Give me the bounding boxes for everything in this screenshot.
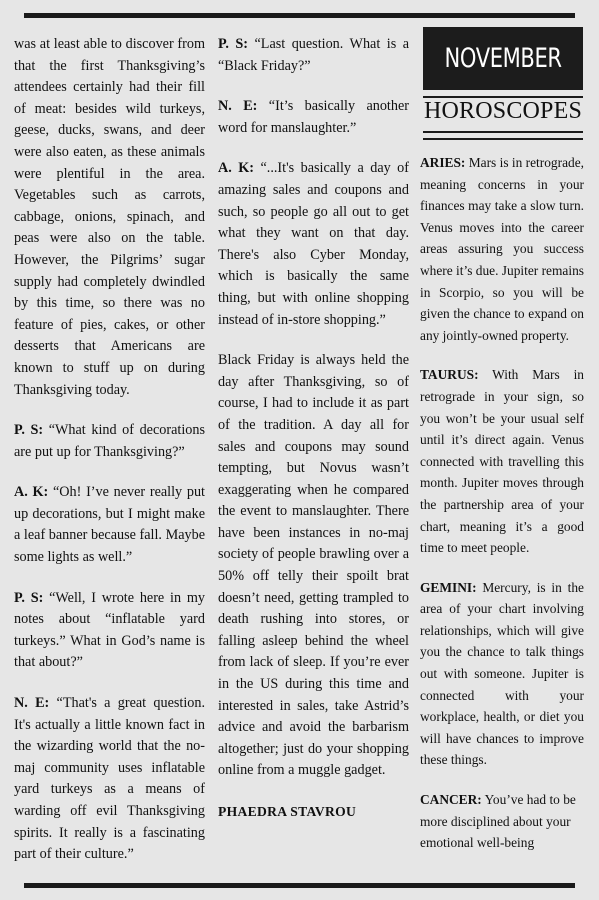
- sign-label: TAURUS:: [420, 367, 479, 383]
- speaker-label: A. K:: [14, 484, 49, 501]
- interview-line: A. K: “...It's basically a day of amazing sales and coupons and such, so people go all out to get what they want on that day. There's also Cyber Monday, which is basically the same thing, but with online shopping instead of in-store shopping.”: [218, 160, 409, 328]
- horoscope-entry: ARIES: Mars is in retrograde, meaning concerns in your finances may take a slow turn. Venus moves into the career areas assuring you success where it’s due. Jupiter remains in Scorpio, so you will be given the chance to expand on any jointly-owned property.: [420, 155, 585, 343]
- author-signature: PHAEDRA STAVROU: [218, 804, 357, 819]
- interview-line: P. S: “What kind of decorations are put up for Thanksgiving?”: [14, 422, 205, 460]
- section-title: HOROSCOPES: [423, 98, 583, 124]
- sign-label: ARIES:: [420, 155, 466, 170]
- bottom-rule: [24, 883, 575, 888]
- interview-line: N. E: “That's a great question. It's actually a little known fact in the wizarding world that the no-maj community uses inflatable yard turkeys as a means of warding off evil Thanksgiving spirits. It really is a fascinating part of their culture.”: [14, 695, 206, 863]
- horoscope-entry: CANCER: You’ve had to be more disciplined about your emotional well-being: [420, 792, 576, 851]
- speaker-label: N. E:: [218, 98, 258, 115]
- interview-line: P. S: “Well, I wrote here in my notes about “inflatable yard turkeys.” What in God’s name is that about?”: [14, 589, 205, 671]
- speaker-label: P. S:: [218, 36, 249, 52]
- interview-line: N. E: “It’s basically another word for manslaughter.”: [218, 98, 409, 136]
- horoscope-column: [420, 152, 584, 872]
- section-rule: [423, 131, 583, 133]
- speaker-label: N. E:: [14, 695, 50, 712]
- november-banner: [423, 27, 583, 90]
- article-column-2: [218, 34, 409, 842]
- interview-line: A. K: “Oh! I’ve never really put up decorations, but I might make a leaf banner because fall. Maybe some lights as well.”: [14, 484, 205, 566]
- horoscope-entry: TAURUS: With Mars in retrograde in your sign, so you won’t be your usual self until it’s direct again. Venus connected with travelling this month. Jupiter moves through the partnership area of your chart, meaning it’s a good time to meet people.: [420, 367, 584, 556]
- section-rule: [423, 138, 583, 140]
- sign-label: GEMINI:: [420, 579, 477, 595]
- article-column-1: [14, 34, 205, 885]
- paragraph: was at least able to discover from that the first Thanksgiving’s attendees certainly had their fill of meat: besides wild turkeys, geese, ducks, swans, and deer were also eaten, as these animals were plentiful in the area. Vegetables such as carrots, cabbage, onions, spinach, and peas were also on the table. However, the Pilgrims’ sugar supply had completely dwindled by this time, so there was no feature of pies, cakes, or other desserts that Americans are known to stuff up on during Thanksgiving today.: [14, 36, 205, 398]
- horoscope-entry: GEMINI: Mercury, is in the area of your chart involving relationships, which will give you the chance to talk things out with someone. Jupiter is connected with your workplace, health, or diet you will have chances to improve these things.: [420, 579, 584, 768]
- banner-title: NOVEMBER: [444, 43, 562, 74]
- speaker-label: P. S:: [14, 589, 44, 606]
- paragraph: Black Friday is always held the day after Thanksgiving, so of course, I had to include it as part of the tradition. A day all for sales and coupons may sound tempting, but Novus wasn’t exaggerating when he compared the event to manslaughter. There have been instances in no-maj society of people brawling over a 50% off telly their spoilt brat doesn’t need, getting trampled to death rushing into stores, or falling asleep behind the wheel from lack of sleep. If you’re ever in the US during this time and interested in sales, take Astrid’s advice and avoid the barbarism altogether; just do your shopping online from a muggle gadget.: [218, 352, 409, 779]
- sign-label: CANCER:: [420, 792, 482, 808]
- top-rule: [24, 13, 575, 18]
- interview-line: P. S: “Last question. What is a “Black Friday?”: [218, 36, 409, 74]
- speaker-label: P. S:: [14, 422, 44, 439]
- speaker-label: A. K:: [218, 160, 255, 177]
